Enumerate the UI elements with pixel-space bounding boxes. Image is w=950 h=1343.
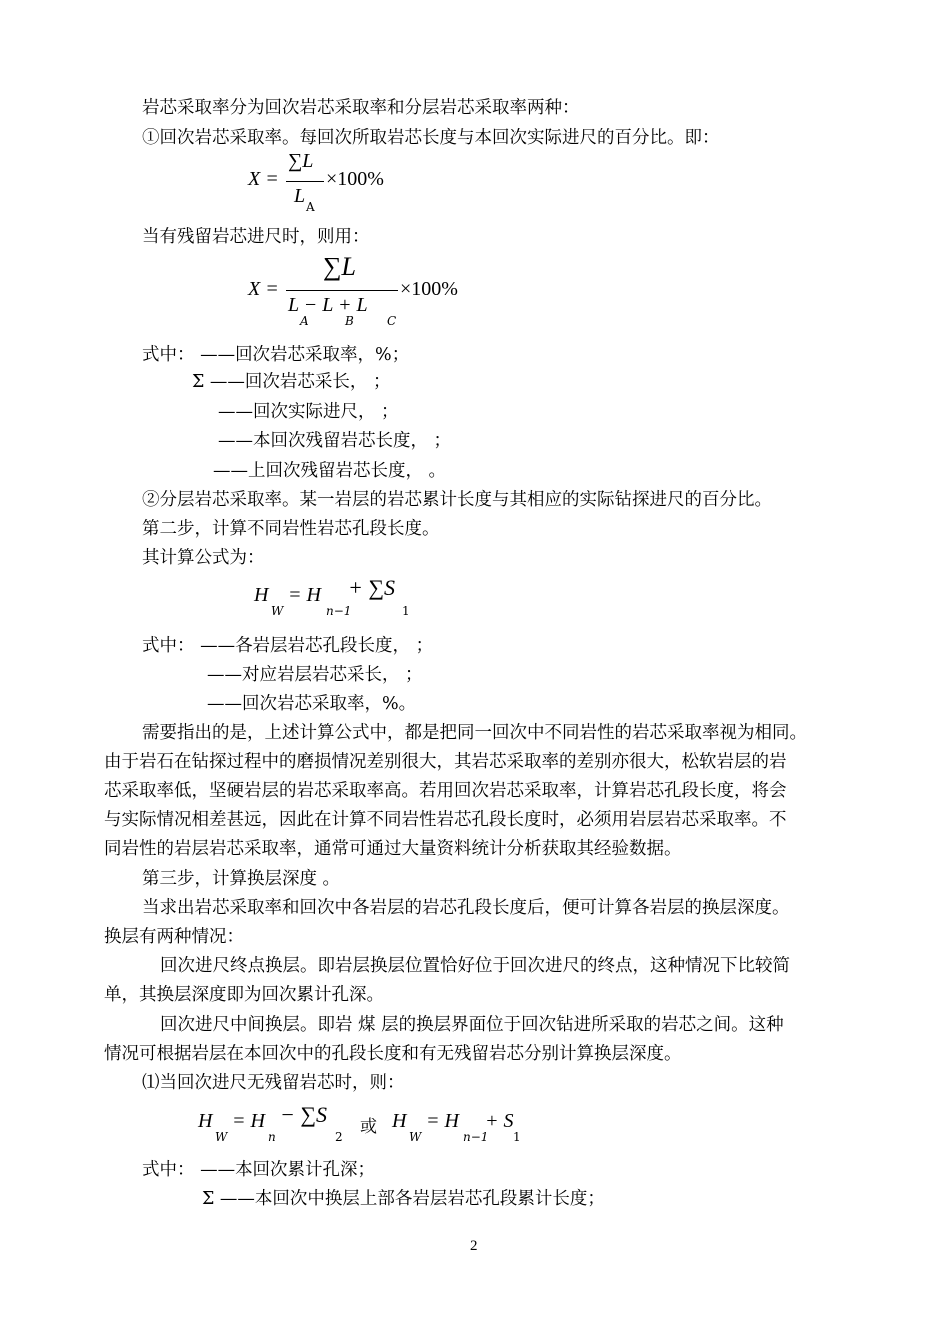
text-line: ——回次岩芯采取率，%。	[207, 694, 417, 714]
text-line: 第二步，计算不同岩性岩芯孔段长度。	[142, 519, 440, 539]
text-line: ——本回次残留岩芯长度， ；	[218, 431, 452, 451]
text-line: 式中： ——回次岩芯采取率，%；	[142, 345, 410, 365]
paragraph-line: 回次进尺中间换层。即岩 煤 层的换层界面位于回次钻进所采取的岩芯之间。这种	[160, 1015, 784, 1035]
text-line: 第三步，计算换层深度 。	[142, 869, 341, 889]
text-line: ②分层岩芯采取率。某一岩层的岩芯累计长度与其相应的实际钻探进尺的百分比。	[142, 490, 772, 510]
text-line: 其计算公式为：	[142, 548, 265, 568]
paragraph-line: 与实际情况相差甚远，因此在计算不同岩性岩芯孔段长度时，必须用岩层岩芯采取率。不	[104, 810, 787, 830]
text-line: Σ ——本回次中换层上部各岩层岩芯孔段累计长度；	[202, 1189, 605, 1209]
text-line: 当有残留岩芯进尺时，则用：	[142, 227, 370, 247]
text-line: 岩芯采取率分为回次岩芯采取率和分层岩芯采取率两种：	[142, 98, 580, 118]
text-line: ——上回次残留岩芯长度， 。	[213, 461, 447, 481]
paragraph-line: 换层有两种情况：	[104, 927, 244, 947]
paragraph-line: 情况可根据岩层在本回次中的孔段长度和有无残留岩芯分别计算换层深度。	[104, 1044, 682, 1064]
page-number: 2	[470, 1238, 478, 1254]
text-line: ⑴当回次进尺无残留岩芯时，则：	[142, 1073, 405, 1093]
paragraph-line: 单，其换层深度即为回次累计孔深。	[104, 985, 384, 1005]
paragraph-line: 回次进尺终点换层。即岩层换层位置恰好位于回次进尺的终点，这种情况下比较简	[160, 956, 790, 976]
paragraph-line: 需要指出的是，上述计算公式中，都是把同一回次中不同岩性的岩芯采取率视为相同。	[142, 723, 807, 743]
document-page: 岩芯采取率分为回次岩芯采取率和分层岩芯采取率两种： ①回次岩芯采取率。每回次所取岩芯长度与本回次实际进尺的百分比。即： X = ∑L L A ×100% 当有残留岩芯进尺时，则用： X = ∑L L − L + L A B C ×100% 式中： ——回次岩芯采取率，%； Σ ——回次岩芯采长， ； ——回次实际进尺， ； ——本回次残留岩芯长度， ； ——上回次残留岩芯长度， 。 ②分层岩芯采取率。某一岩层的岩芯累计长度与其相应的实际钻探进尺的百分比。 第二步，计算不同岩性岩芯孔段长度。 其计算公式为： H W = H n−1 + ∑S 1 式中： ——各岩层岩芯孔段长度， ； ——对应岩层岩芯采长， ； ——回次岩芯采取率，%。 需要指出的是，上述计算公式中，都是把同一回次中不同岩性的岩芯采取率视为相同。 由于岩石在钻探过程中的磨损情况差别很大，其岩芯采取率的差别亦很大，松软岩层的岩 芯采取率低，坚硬岩层的岩芯采取率高。若用回次岩芯采取率，计算岩芯孔段长度，将会 与实际情况相差甚远，因此在计算不同岩性岩芯孔段长度时，必须用岩层岩芯采取率。不 同岩性的岩层岩芯采取率，通常可通过大量资料统计分析获取其经验数据。 第三步，计算换层深度 。 当求出岩芯采取率和回次中各岩层的岩芯孔段长度后，便可计算各岩层的换层深度。 换层有两种情况： 回次进尺终点换层。即岩层换层位置恰好位于回次进尺的终点，这种情况下比较简 单，其换层深度即为回次累计孔深。 回次进尺中间换层。即岩 煤 层的换层界面位于回次钻进所采取的岩芯之间。这种 情况可根据岩层在本回次中的孔段长度和有无残留岩芯分别计算换层深度。 ⑴当回次进尺无残留岩芯时，则： H W = H n − ∑S 2 或 H W = H n−1 + S 1 式中： ——本回次累计孔深； Σ ——本回次中换层上部各岩层岩芯孔段累计长度； 2	[104, 98, 807, 1254]
text-line: ——对应岩层岩芯采长， ；	[207, 665, 423, 685]
paragraph-line: 当求出岩芯采取率和回次中各岩层的岩芯孔段长度后，便可计算各岩层的换层深度。	[142, 898, 790, 918]
paragraph-line: 由于岩石在钻探过程中的磨损情况差别很大，其岩芯采取率的差别亦很大，松软岩层的岩	[104, 752, 787, 772]
text-line: Σ ——回次岩芯采长， ；	[192, 372, 391, 392]
paragraph-line: 同岩性的岩层岩芯采取率，通常可通过大量资料统计分析获取其经验数据。	[104, 839, 682, 859]
text-line: ①回次岩芯采取率。每回次所取岩芯长度与本回次实际进尺的百分比。即：	[142, 128, 720, 148]
paragraph-line: 芯采取率低，坚硬岩层的岩芯采取率高。若用回次岩芯采取率，计算岩芯孔段长度，将会	[104, 781, 787, 801]
text-line: 式中： ——各岩层岩芯孔段长度， ；	[142, 636, 434, 656]
text-line: 式中： ——本回次累计孔深；	[142, 1160, 376, 1180]
text-line: ——回次实际进尺， ；	[218, 402, 399, 422]
